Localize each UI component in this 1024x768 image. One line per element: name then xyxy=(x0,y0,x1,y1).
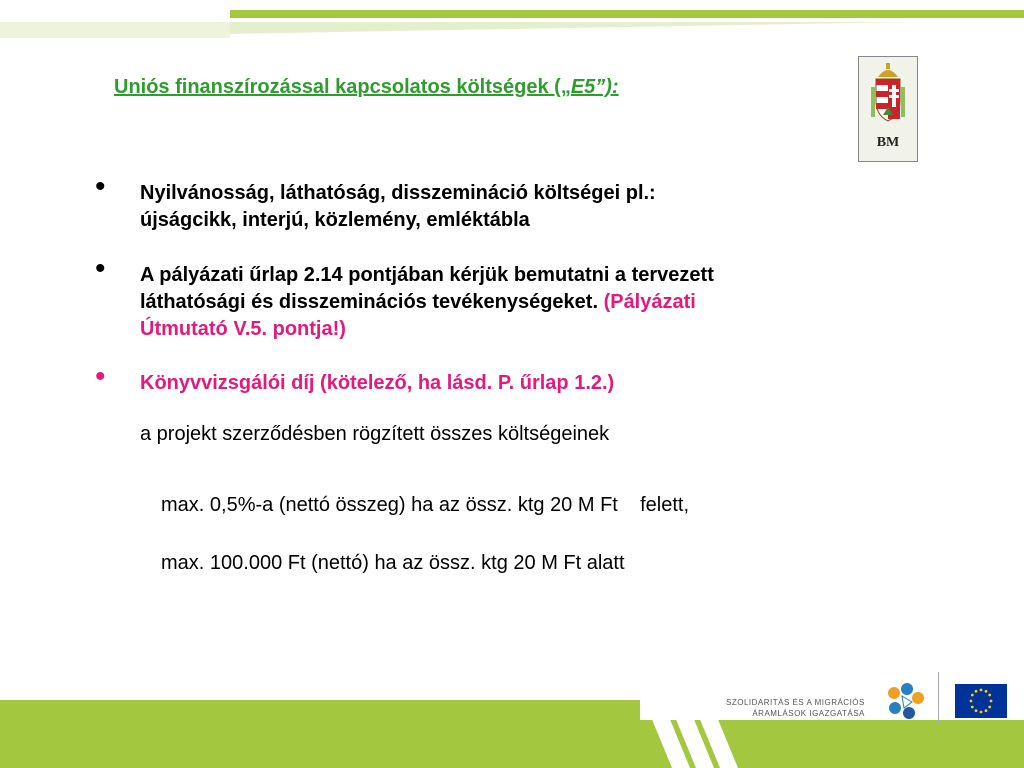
hungarian-coat-of-arms-icon xyxy=(859,57,917,135)
bullet-3-line-1: Könyvvizsgálói díj (kötelező, ha lásd. P. űrlap 1.2.) xyxy=(140,372,615,394)
bullet-2-line-3: Útmutató V.5. pontja!) xyxy=(140,318,346,340)
condition-line-2: max. 100.000 Ft (nettó) ha az össz. ktg 20 M Ft alatt xyxy=(161,552,625,574)
slide-title: Uniós finanszírozással kapcsolatos költségek („E5”): xyxy=(114,76,619,98)
eu-flag-icon xyxy=(955,684,1007,718)
body-line: a projekt szerződésben rögzített összes költségeinek xyxy=(140,423,610,445)
bm-logo-text: BM xyxy=(876,135,900,150)
bullet-1-icon: • xyxy=(95,170,106,203)
footer-divider xyxy=(938,672,939,724)
agency-logo-icon xyxy=(884,682,926,722)
top-decoration-bar xyxy=(0,0,1024,38)
condition-line-1: max. 0,5%-a (nettó összeg) ha az össz. ktg 20 M Ft felett, xyxy=(161,494,689,516)
agency-name xyxy=(726,697,865,719)
bullet-2-line-1: A pályázati űrlap 2.14 pontjában kérjük bemutatni a tervezett xyxy=(140,264,714,286)
bullet-2-line-2: láthatósági és disszeminációs tevékenységeket. (Pályázati xyxy=(140,291,696,313)
agency-name-line-1: SZOLIDARITÁS ÉS A MIGRÁCIÓS xyxy=(726,698,865,707)
bm-logo xyxy=(858,56,918,162)
bullet-1-line-2: újságcikk, interjú, közlemény, emléktábla xyxy=(140,209,530,231)
bullet-2-icon: • xyxy=(95,252,106,285)
bullet-1-line-1: Nyilvánosság, láthatóság, disszemináció költségei pl.: xyxy=(140,182,656,204)
agency-name-line-2: ÁRAMLÁSOK IGAZGATÁSA xyxy=(752,709,865,718)
bullet-2-highlight: (Pályázati xyxy=(603,291,696,313)
bullet-3-icon: • xyxy=(95,360,106,393)
